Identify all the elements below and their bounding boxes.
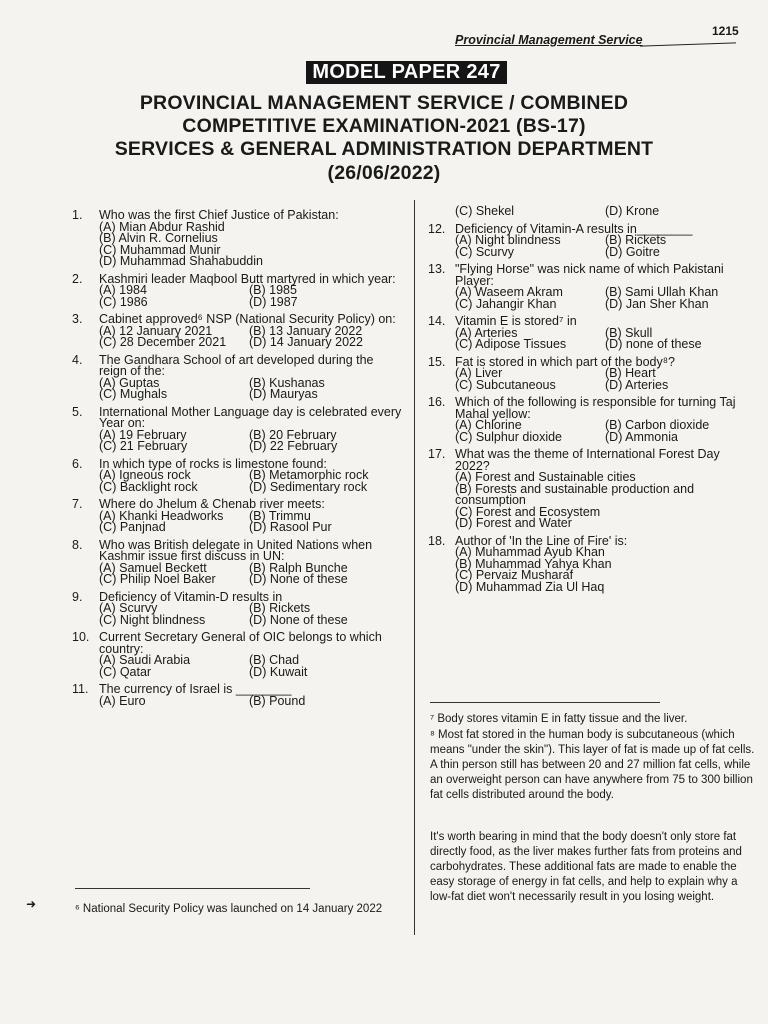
answer-option: (C) 28 December 2021	[99, 335, 227, 349]
options-grid	[455, 235, 753, 258]
answer-option: (D) 22 February	[249, 439, 338, 453]
question-item	[428, 264, 753, 310]
answer-option: (B) Chad	[249, 653, 300, 667]
options-grid	[99, 603, 402, 626]
question-number: 17.	[428, 447, 446, 461]
answer-option: (A) Liver	[455, 366, 503, 380]
options-grid	[455, 547, 753, 593]
answer-option: (A) Igneous rock	[99, 468, 191, 482]
options-grid	[99, 693, 402, 708]
question-text: Who was the first Chief Justice of Pakistan:	[99, 208, 339, 222]
question-number: 8.	[72, 537, 83, 552]
answer-option: (D) Ammonia	[605, 429, 678, 444]
answer-option: (A) 19 February	[99, 427, 187, 442]
answer-option: (A) Arteries	[455, 325, 518, 340]
answer-option: (A) Muhammad Ayub Khan	[455, 545, 605, 559]
question-text: Current Secretary General of OIC belongs to which country:	[99, 630, 382, 656]
answer-option: (A) Chlorine	[455, 418, 522, 432]
question-item	[428, 449, 753, 530]
question-number: 11.	[72, 682, 89, 696]
question-item	[72, 271, 402, 309]
options-grid	[455, 472, 753, 530]
answer-option: (C) Qatar	[99, 664, 152, 679]
answer-option: (A) Scurvy	[99, 601, 158, 615]
question-text: Deficiency of Vitamin-D results in	[99, 589, 283, 604]
answer-option: (B) Rickets	[605, 233, 667, 247]
answer-option: (B) 13 January 2022	[249, 323, 363, 338]
question-item	[428, 221, 753, 259]
question-text: Which of the following is responsible for turning Taj Mahal yellow:	[455, 395, 736, 421]
question-number: 12.	[428, 221, 446, 236]
answer-option: (D) Jan Sher Khan	[605, 296, 709, 311]
question-item	[428, 316, 753, 351]
answer-option: (C) Jahangir Khan	[455, 296, 557, 311]
answer-option: (D) none of these	[605, 337, 702, 351]
question-item	[72, 589, 402, 627]
answer-option: (A) Euro	[99, 693, 146, 708]
answer-option: (D) Krone	[605, 204, 660, 218]
header-rule	[640, 42, 736, 46]
question-text: In which type of rocks is limestone found:	[99, 456, 327, 471]
options-grid	[455, 206, 753, 218]
question-number: 18.	[428, 533, 446, 548]
answer-option: (B) Forests and sustainable production and consumption	[455, 481, 695, 507]
arrow-mark: ➜	[26, 897, 37, 911]
answer-option: (A) Waseem Akram	[455, 285, 563, 299]
answer-option: (D) Muhammad Shahabuddin	[99, 254, 263, 268]
question-item	[72, 684, 402, 707]
question-item	[72, 404, 402, 453]
answer-option: (B) Rickets	[249, 601, 311, 615]
answer-option: (D) Goitre	[605, 244, 660, 259]
question-item	[428, 206, 753, 218]
question-number: 7.	[72, 497, 83, 511]
answer-option: (B) Carbon dioxide	[605, 418, 710, 432]
options-grid	[455, 325, 753, 351]
page-number: 1215	[712, 24, 739, 38]
options-grid	[99, 470, 402, 493]
title-line-3: SERVICES & GENERAL ADMINISTRATION DEPARTMENT	[114, 138, 654, 160]
options-grid	[99, 323, 402, 349]
question-number: 14.	[428, 314, 446, 328]
options-grid	[99, 285, 402, 308]
answer-option: (D) None of these	[249, 572, 348, 586]
question-text: What was the theme of International Forest Day 2022?	[455, 447, 720, 473]
answer-option: (A) Khanki Headworks	[99, 508, 224, 523]
answer-option: (D) None of these	[249, 612, 348, 627]
options-grid	[455, 368, 753, 391]
question-item	[72, 352, 402, 401]
question-text: Author of 'In the Line of Fire' is:	[455, 533, 628, 548]
options-grid	[455, 287, 753, 310]
answer-option: (D) 1987	[249, 294, 298, 309]
question-text: The currency of Israel is ________	[99, 682, 292, 696]
footnote-8: ⁸ Most fat stored in the human body is subcutaneous (which means "under the skin"). This layer of fat is made up of fat cells. A thin person still has between 20 and 27 million fat cells, while an overweight person can have anywhere from 75 to 300 billion fat cells distributed around the body.	[430, 729, 755, 801]
footnote-rule-right	[430, 702, 660, 703]
answer-option: (A) Saudi Arabia	[99, 653, 191, 667]
question-text: Deficiency of Vitamin-A results in________	[455, 221, 693, 236]
answer-option: (B) Alvin R. Cornelius	[99, 231, 218, 245]
answer-option: (D) Muhammad Zia Ul Haq	[455, 579, 605, 594]
footnote-6: ⁶ National Security Policy was launched on 14 January 2022	[75, 903, 383, 915]
right-column	[428, 206, 753, 599]
question-item	[72, 632, 402, 678]
question-item	[72, 499, 402, 534]
question-text: "Flying Horse" was nick name of which Pakistani Player:	[455, 262, 724, 288]
options-grid	[455, 420, 753, 443]
footnote-7: ⁷ Body stores vitamin E in fatty tissue and the liver.	[430, 713, 688, 725]
question-item	[428, 354, 753, 392]
title-line-2: COMPETITIVE EXAMINATION-2021 (BS-17)	[182, 115, 586, 137]
options-grid	[99, 375, 402, 401]
answer-option: (A) Guptas	[99, 375, 160, 390]
question-number: 9.	[72, 589, 83, 604]
options-grid	[99, 508, 402, 534]
question-item	[72, 314, 402, 349]
options-grid	[99, 655, 402, 678]
answer-option: (A) 1984	[99, 283, 147, 297]
answer-option: (B) 20 February	[249, 427, 337, 442]
answer-option: (B) Skull	[605, 325, 653, 340]
question-item	[428, 533, 753, 594]
question-text: Kashmiri leader Maqbool Butt martyred in which year:	[99, 271, 396, 286]
answer-option: (C) 21 February	[99, 439, 188, 453]
answer-option: (B) Sami Ullah Khan	[605, 285, 719, 299]
question-item	[72, 210, 402, 268]
answer-option: (B) Kushanas	[249, 375, 325, 390]
question-text: Fat is stored in which part of the body⁸?	[455, 354, 675, 369]
answer-option: (B) Trimmu	[249, 508, 311, 523]
question-text: Who was British delegate in United Nations when Kashmir issue first discuss in UN:	[99, 537, 373, 563]
answer-option: (C) Subcutaneous	[455, 377, 556, 392]
question-number: 2.	[72, 271, 83, 286]
left-column	[72, 210, 402, 713]
title-line-4: (26/06/2022)	[327, 162, 441, 184]
answer-option: (C) Night blindness	[99, 612, 206, 627]
answer-option: (B) Pound	[249, 693, 306, 708]
model-paper-banner: MODEL PAPER 247	[306, 61, 507, 84]
answer-option: (D) Arteries	[605, 377, 669, 392]
answer-option: (C) 1986	[99, 294, 148, 309]
answer-option: (A) Samuel Beckett	[99, 560, 207, 575]
answer-option: (B) Ralph Bunche	[249, 560, 348, 575]
answer-option: (C) Panjnad	[99, 520, 166, 534]
answer-option: (D) Rasool Pur	[249, 520, 332, 534]
question-number: 15.	[428, 354, 446, 369]
answer-option: (C) Mughals	[99, 387, 168, 401]
question-text: The Gandhara School of art developed during the reign of the:	[99, 352, 374, 378]
options-grid	[99, 560, 402, 586]
question-number: 6.	[72, 456, 83, 471]
question-number: 3.	[72, 312, 83, 326]
answer-option: (C) Backlight rock	[99, 479, 198, 494]
answer-option: (C) Sulphur dioxide	[455, 429, 562, 444]
question-text: Vitamin E is stored⁷ in	[455, 314, 577, 328]
answer-option: (D) Mauryas	[249, 387, 318, 401]
footnote-rule-left	[75, 888, 310, 889]
question-number: 13.	[428, 262, 446, 276]
footnote-8-continued: It's worth bearing in mind that the body doesn't only store fat directly food, as the liver makes further fats from proteins and carbohydrates. These additional fats are made to enable the easy storage of energy in fat cells, and help to explain why a low-fat diet won't necessarily result in you losing weight.	[430, 831, 742, 903]
answer-option: (B) Muhammad Yahya Khan	[455, 556, 612, 571]
question-item	[72, 456, 402, 494]
answer-option: (C) Adipose Tissues	[455, 337, 567, 351]
answer-option: (A) Mian Abdur Rashid	[99, 219, 225, 234]
answer-option: (C) Shekel	[455, 204, 515, 218]
answer-option: (C) Scurvy	[455, 244, 515, 259]
answer-option: (A) 12 January 2021	[99, 323, 213, 338]
answer-option: (D) Forest and Water	[455, 516, 572, 530]
question-item	[428, 397, 753, 443]
question-number: 1.	[72, 208, 83, 222]
answer-option: (B) Heart	[605, 366, 656, 380]
answer-option: (D) Sedimentary rock	[249, 479, 368, 494]
options-grid	[99, 219, 402, 268]
answer-option: (D) Kuwait	[249, 664, 308, 679]
question-text: Cabinet approved⁶ NSP (National Security Policy) on:	[99, 312, 396, 326]
answer-option: (A) Night blindness	[455, 233, 561, 247]
answer-option: (C) Forest and Ecosystem	[455, 504, 601, 519]
question-item	[72, 537, 402, 586]
running-title: Provincial Management Service	[455, 33, 643, 47]
options-grid	[99, 427, 402, 453]
question-text: International Mother Language day is celebrated every Year on:	[99, 404, 402, 430]
question-number: 5.	[72, 404, 83, 419]
answer-option: (B) Metamorphic rock	[249, 468, 369, 482]
answer-option: (A) Forest and Sustainable cities	[455, 470, 636, 484]
column-divider	[414, 200, 415, 935]
answer-option: (B) 1985	[249, 283, 297, 297]
answer-option: (D) 14 January 2022	[249, 335, 363, 349]
answer-option: (C) Muhammad Munir	[99, 242, 221, 257]
answer-option: (C) Philip Noel Baker	[99, 572, 216, 586]
question-number: 10.	[72, 630, 90, 644]
question-number: 16.	[428, 395, 446, 409]
answer-option: (C) Pervaiz Musharaf	[455, 568, 574, 582]
title-line-1: PROVINCIAL MANAGEMENT SERVICE / COMBINED	[139, 92, 629, 114]
question-text: Where do Jhelum & Chenab river meets:	[99, 497, 325, 511]
question-number: 4.	[72, 352, 83, 367]
